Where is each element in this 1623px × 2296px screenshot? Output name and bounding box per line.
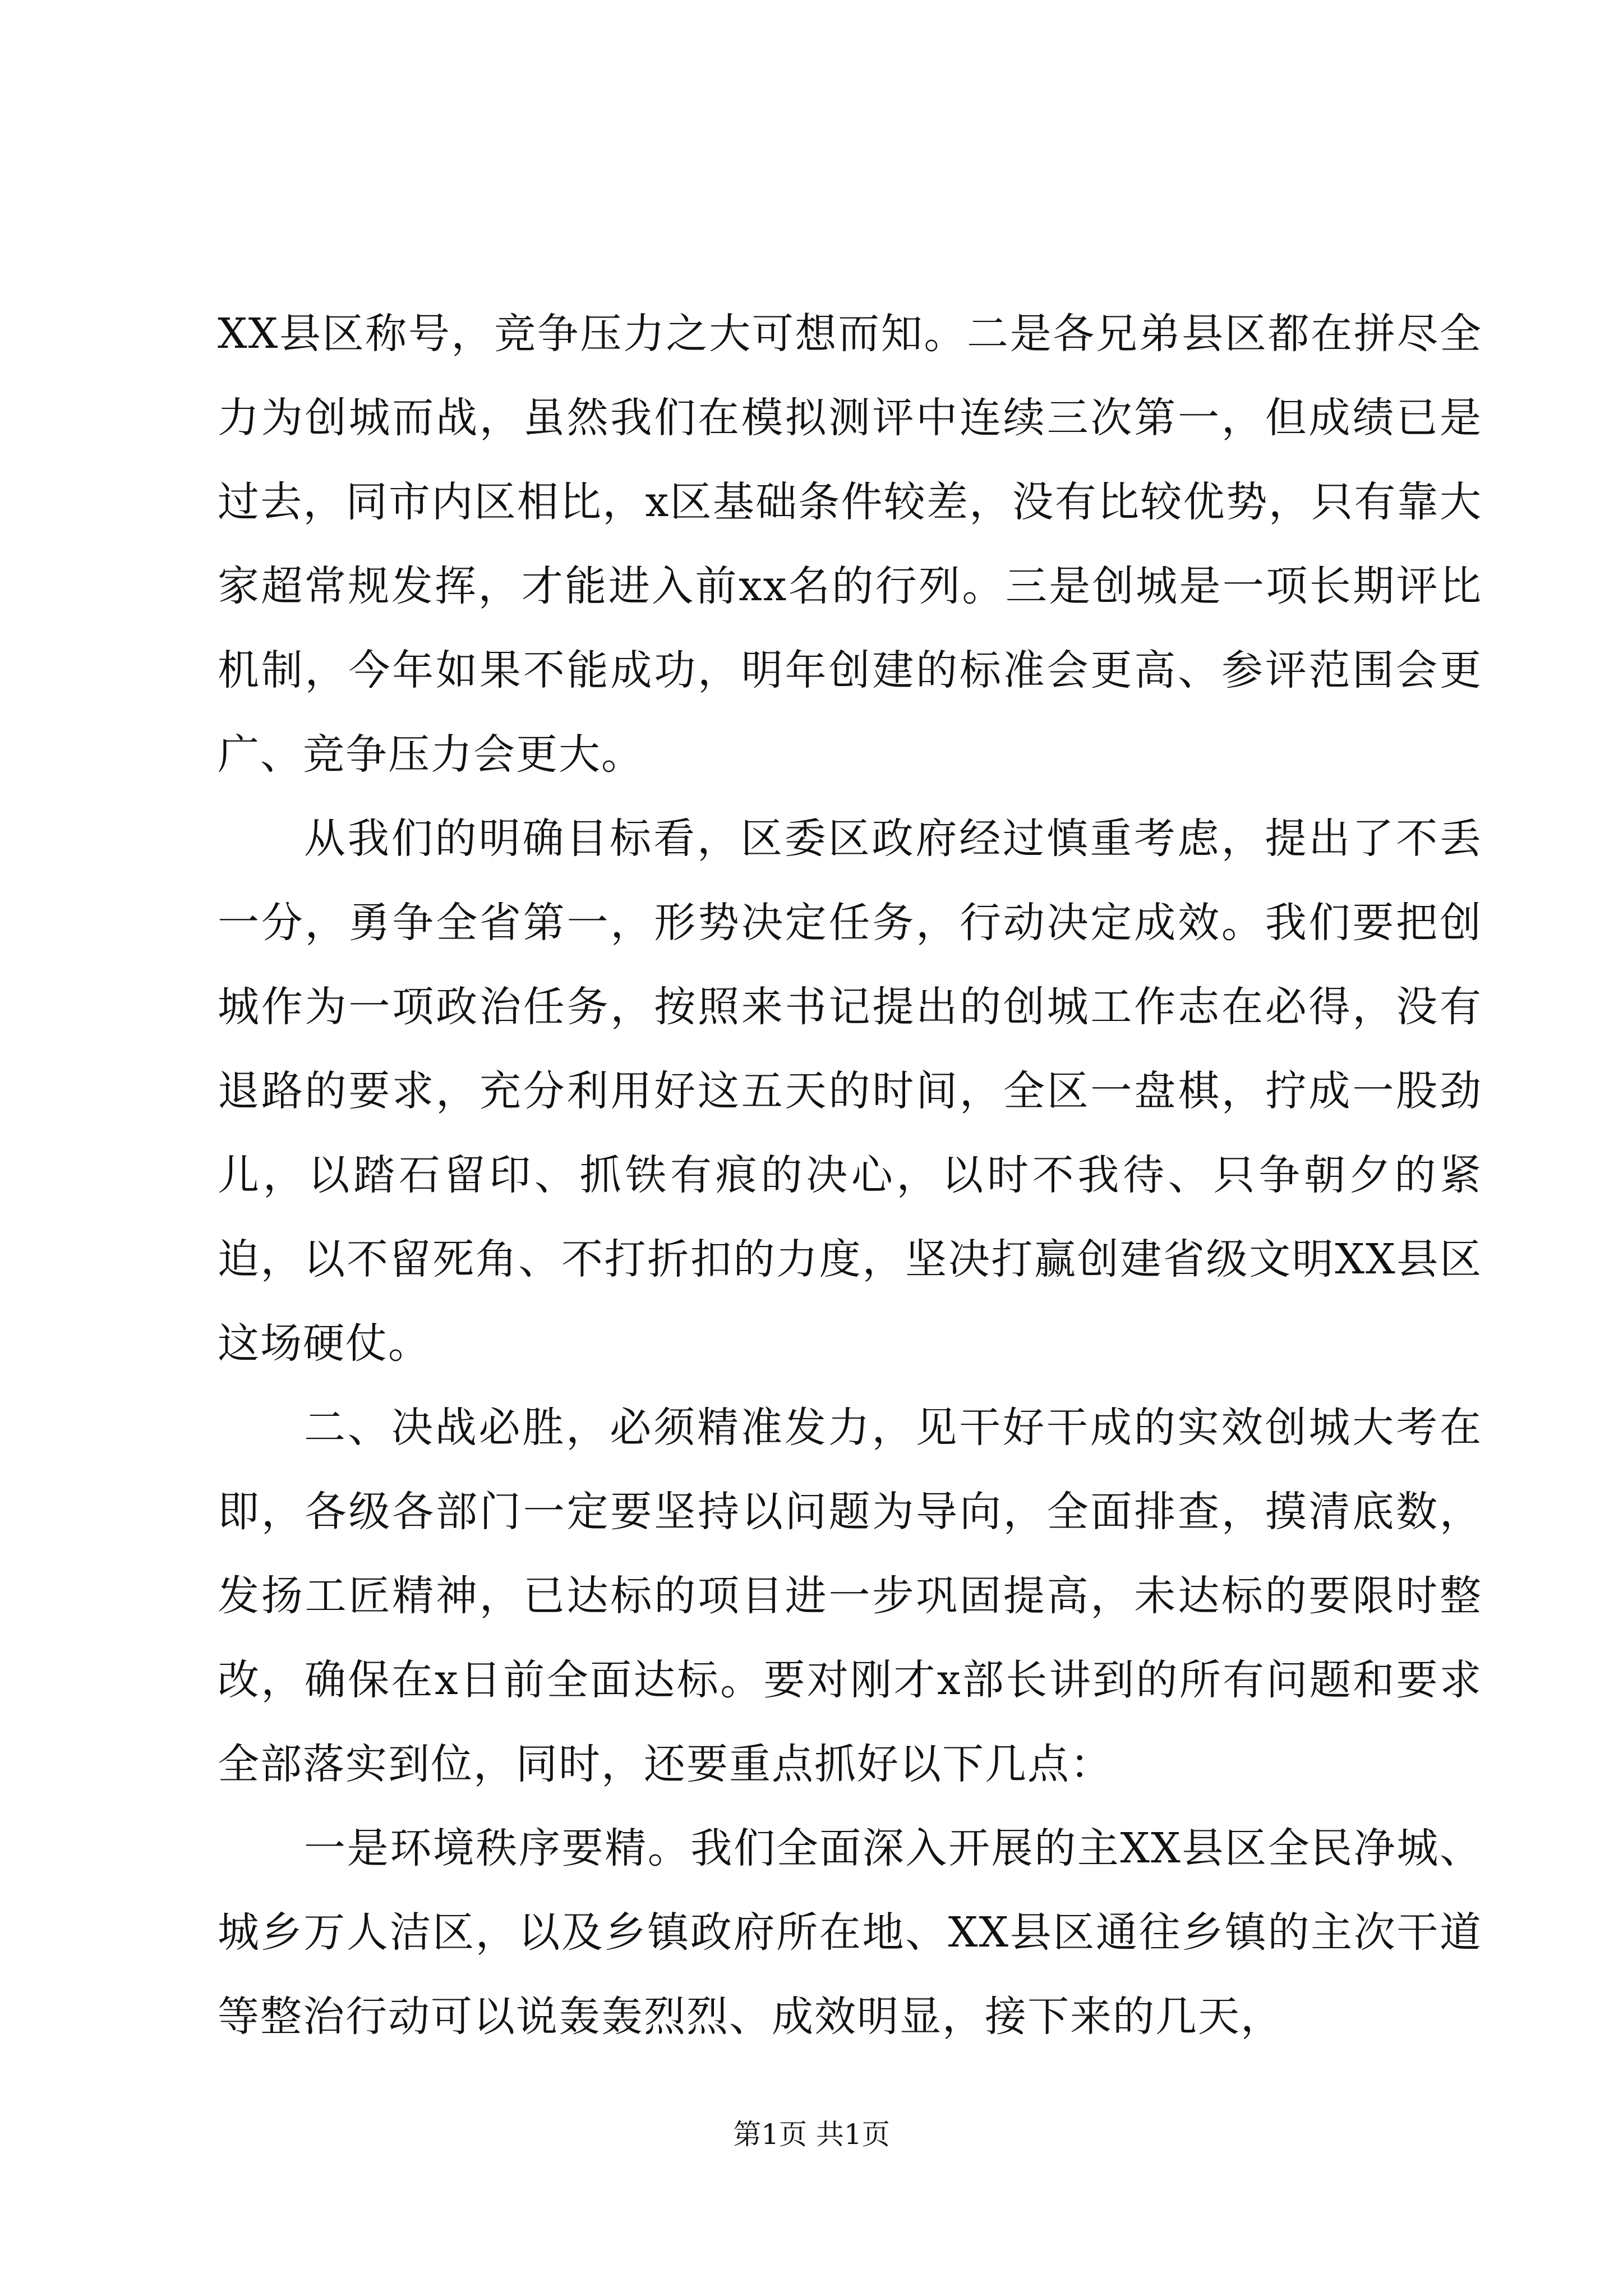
- paragraph-2: 从我们的明确目标看，区委区政府经过慎重考虑，提出了不丢一分，勇争全省第一，形势决定任务，行动决定成效。我们要把创城作为一项政治任务，按照来书记提出的创城工作志在必得，没有退路的要求，充分利用好这五天的时间，全区一盘棋，拧成一股劲儿，以踏石留印、抓铁有痕的决心，以时不我待、只争朝夕的紧迫，以不留死角、不打折扣的力度，坚决打赢创建省级文明XX县区这场硬仗。: [218, 815, 1482, 1368]
- page-footer: 第1页 共1页: [733, 2118, 890, 2151]
- document-body: [218, 292, 1482, 2059]
- paragraph-1: XX县区称号，竞争压力之大可想而知。二是各兄弟县区都在拼尽全力为创城而战，虽然我们在模拟测评中连续三次第一，但成绩已是过去，同市内区相比，x区基础条件较差，没有比较优势，只有靠大家超常规发挥，才能进入前xx名的行列。三是创城是一项长期评比机制，今年如果不能成功，明年创建的标准会更高、参评范围会更广、竞争压力会更大。: [218, 310, 1482, 779]
- paragraph-3: 二、决战必胜，必须精准发力，见干好干成的实效创城大考在即，各级各部门一定要坚持以问题为导向，全面排查，摸清底数，发扬工匠精神，已达标的项目进一步巩固提高，未达标的要限时整改，确保在x日前全面达标。要对刚才x部长讲到的所有问题和要求全部落实到位，同时，还要重点抓好以下几点：: [218, 1404, 1482, 1788]
- paragraph-4: 一是环境秩序要精。我们全面深入开展的主XX县区全民净城、城乡万人洁区，以及乡镇政府所在地、XX县区通往乡镇的主次干道等整治行动可以说轰轰烈烈、成效明显，接下来的几天，: [218, 1824, 1482, 2041]
